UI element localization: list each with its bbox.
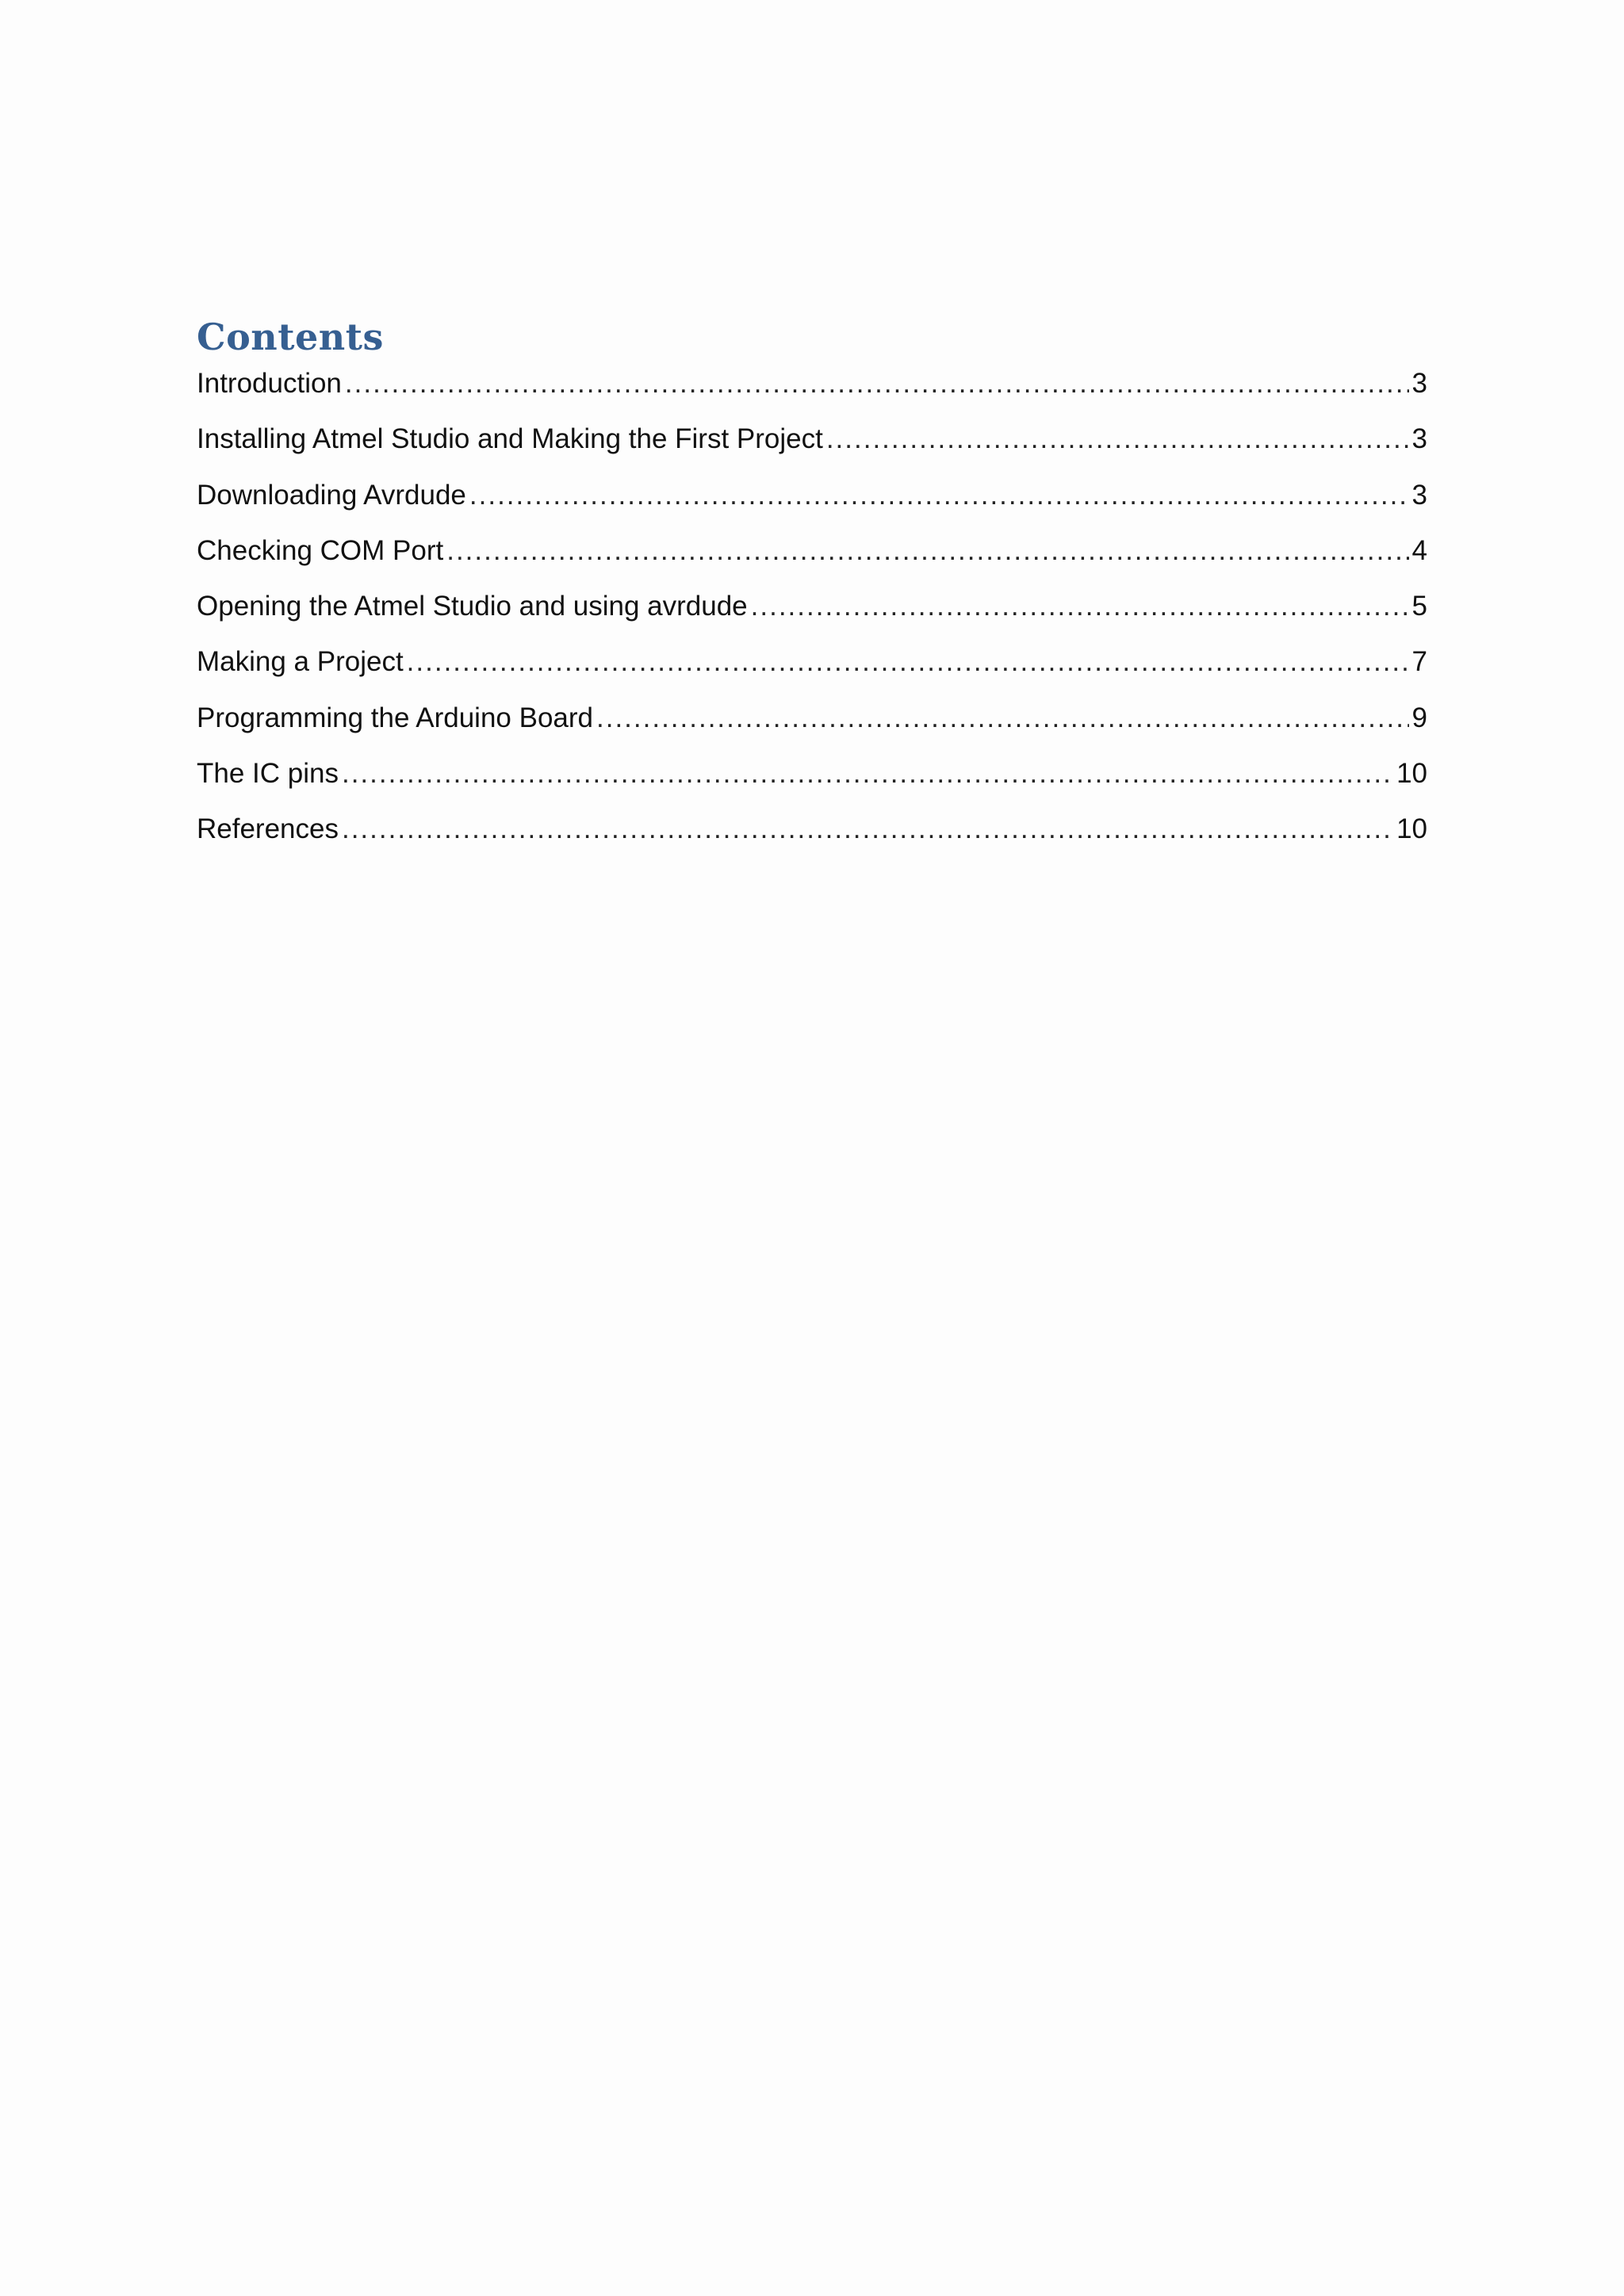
toc-dot-leader: [342, 748, 1393, 799]
toc-entry-page-number: 5: [1411, 591, 1427, 622]
toc-entry-label: References: [197, 813, 339, 845]
toc-dot-leader: [446, 526, 1408, 576]
toc-dot-leader: [407, 637, 1409, 687]
toc-entry-page-number: 10: [1396, 758, 1427, 790]
toc-entry-label: Opening the Atmel Studio and using avrdude: [197, 591, 748, 622]
toc-entry-introduction[interactable]: [197, 358, 1427, 414]
toc-entry-page-number: 3: [1411, 368, 1427, 399]
toc-entry-page-number: 3: [1411, 423, 1427, 455]
toc-entry-making-a-project[interactable]: [197, 637, 1427, 692]
toc-dot-leader: [345, 358, 1409, 409]
toc-entry-page-number: 3: [1411, 479, 1427, 511]
toc-entry-label: Introduction: [197, 368, 342, 399]
toc-entry-label: Downloading Avrdude: [197, 479, 466, 511]
toc-entry-label: Installing Atmel Studio and Making the First Project: [197, 423, 823, 455]
toc-dot-leader: [596, 693, 1409, 744]
toc-entry-page-number: 7: [1411, 646, 1427, 678]
toc-dot-leader: [342, 804, 1393, 855]
toc-entry-label: Making a Project: [197, 646, 404, 678]
toc-entry-opening-atmel-studio[interactable]: [197, 581, 1427, 637]
toc-list: [197, 358, 1427, 860]
toc-entry-page-number: 9: [1411, 702, 1427, 733]
toc-entry-label: Checking COM Port: [197, 534, 444, 566]
toc-dot-leader: [469, 470, 1409, 521]
toc-entry-references[interactable]: [197, 804, 1427, 859]
toc-entry-downloading-avrdude[interactable]: [197, 470, 1427, 526]
toc-entry-ic-pins[interactable]: [197, 748, 1427, 804]
toc-entry-installing-atmel-studio[interactable]: [197, 414, 1427, 469]
toc-entry-page-number: 4: [1411, 534, 1427, 566]
toc-dot-leader: [826, 414, 1409, 465]
toc-entry-label: The IC pins: [197, 758, 339, 790]
toc-title: Contents: [197, 316, 384, 358]
toc-entry-checking-com-port[interactable]: [197, 526, 1427, 581]
toc-dot-leader: [751, 581, 1409, 632]
toc-entry-label: Programming the Arduino Board: [197, 702, 593, 733]
toc-entry-page-number: 10: [1396, 813, 1427, 845]
toc-entry-programming-arduino-board[interactable]: [197, 693, 1427, 748]
